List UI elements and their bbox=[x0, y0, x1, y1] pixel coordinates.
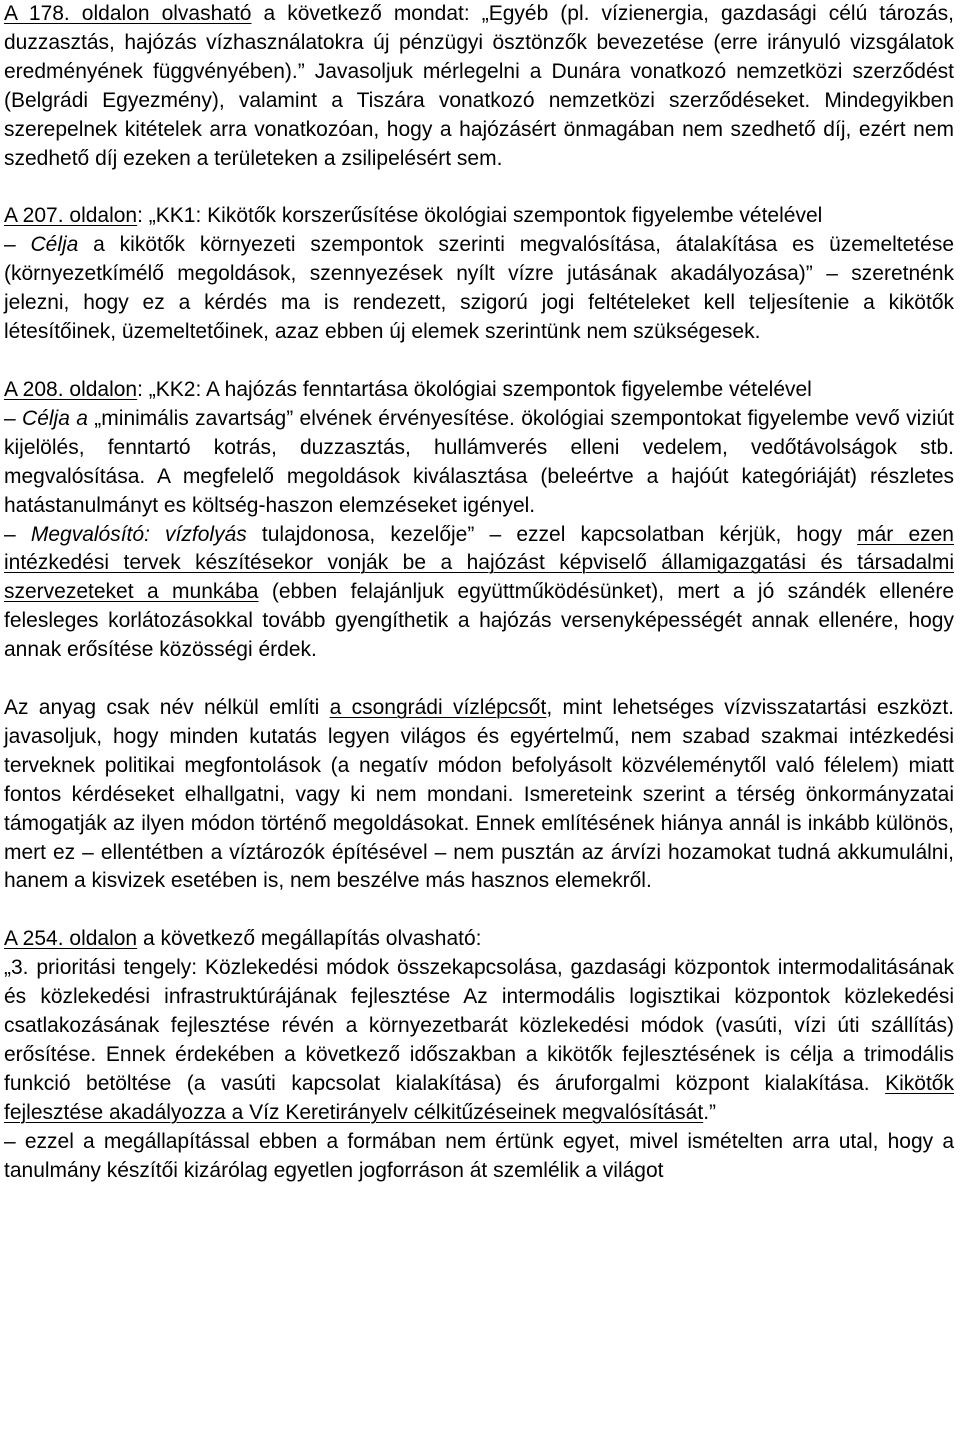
paragraph-text: (ebben felajánljuk együttműködésünket), mert a jó szándék ellenére felesleges korlátozásokkal tovább gyengíthetik a hajózás versenyképességét annak ellenére, hogy annak erősítése közösségi érdek. bbox=[4, 580, 954, 662]
italic-text: Célja bbox=[30, 233, 79, 257]
paragraph-text: tulajdonosa, kezelője” – ezzel kapcsolatban kérjük, hogy bbox=[246, 522, 858, 546]
paragraph-text: a következő mondat: „Egyéb (pl. vízienergia, gazdasági célú tározás, duzzasztás, hajózás vízhasználatokra új pénzügyi ösztönzők bevezetése (erre irányuló vizsgálatok eredményének függvényében).” Javasoljuk mérlegelni a Dunára vonatkozó nemzetközi szerződést (Belgrádi Egyezmény), valamint a Tiszára vonatkozó nemzetközi szerződéseket. Mindegyikben szerepelnek kitételek arra vonatkozóan, hogy a hajózásért önmagában nem szedhető díj, ezért nem szedhető díj ezeken a területeken a zsilipelésért sem. bbox=[4, 2, 954, 170]
paragraph-text: „minimális zavartság” elvének érvényesítése. ökológiai szempontokat figyelembe vevő viziút kijelölés, fenntartó kotrás, duzzasztás, hullámverés elleni vedelem, vedőtávolságok stb. megvalósítása. A megfelelő megoldások kiválasztása (beleértve a hajóút kategóriáját) részletes hatástanulmányt es költség-haszon elemzéseket igényel. bbox=[4, 406, 955, 517]
page-reference-254: A 254. oldalon bbox=[4, 927, 138, 951]
paragraph-page-178 bbox=[4, 0, 954, 173]
underlined-text: a csongrádi vízlépcsőt bbox=[329, 696, 547, 720]
paragraph-text: a következő megállapítás olvasható: bbox=[137, 927, 482, 951]
paragraph-text: – ezzel a megállapítással ebben a formában nem értünk egyet, mivel ismételten arra utal, hogy a tanulmány készítői kizárólag egyetlen jogforráson át szemlélik a világot bbox=[4, 1129, 954, 1182]
quote-heading-kk1: : „KK1: Kikötők korszerűsítése ökológiai szempontok figyelembe vételével bbox=[137, 204, 823, 228]
paragraph-gap bbox=[4, 173, 954, 202]
paragraph-csongrad bbox=[4, 694, 954, 896]
quote-end: .” bbox=[703, 1100, 717, 1124]
paragraph-page-207 bbox=[4, 202, 954, 347]
italic-text: Megvalósító: vízfolyás bbox=[30, 522, 247, 546]
paragraph-page-208 bbox=[4, 376, 954, 665]
paragraph-page-254 bbox=[4, 925, 954, 1185]
paragraph-text: Az anyag csak név nélkül említi bbox=[4, 696, 330, 720]
page-reference-207: A 207. oldalon bbox=[4, 204, 138, 228]
underlined-text: már ezen intézkedési tervek készítésekor vonják be a hajózást képviselő államigazgatási és társadalmi szervezeteket a munkába bbox=[4, 522, 954, 604]
italic-text: Célja a bbox=[22, 406, 88, 430]
page-reference-208: A 208. oldalon bbox=[4, 377, 138, 401]
dash-text: – bbox=[4, 522, 31, 546]
paragraph-text: a kikötők környezeti szempontok szerinti megvalósítása, átalakítása es üzemeltetése (környezetkímélő megoldások, szennyezések nyílt vízre jutásának akadályozása)” – szeretnénk jelezni, hogy ez a kérdés ma is rendezett, szigorú jogi feltételeket kell teljesítenie a kikötők létesítőinek, üzemeltetőinek, azaz ebben új elemek szerintünk nem szükségesek. bbox=[4, 233, 955, 344]
paragraph-gap bbox=[4, 665, 954, 694]
quote-heading-kk2: : „KK2: A hajózás fenntartása ökológiai szempontok figyelembe vételével bbox=[137, 377, 812, 401]
paragraph-gap bbox=[4, 347, 954, 376]
dash-text: – bbox=[4, 406, 23, 430]
underlined-text: Kikötők fejlesztése akadályozza a Víz Keretirányelv célkitűzéseinek megvalósítását bbox=[4, 1071, 954, 1124]
dash-text: – bbox=[4, 233, 31, 257]
page-reference-178: A 178. oldalon olvasható bbox=[4, 2, 252, 25]
paragraph-text: , mint lehetséges vízvisszatartási eszközt. javasoljuk, hogy minden kutatás legyen világos és egyértelmű, nem szabad szakmai intézkedési terveknek politikai megfontolások (a negatív módon befolyásolt közvéleménytől való félelem) miatt fontos kérdéseket elhallgatni, vagy ki nem mondani. Ismereteink szerint a térség önkormányzatai támogatják az ilyen módon történő megoldásokat. Ennek említésének hiánya annál is inkább különös, mert ez – ellentétben a víztározók építésével – nem pusztán az árvízi hozamokat tudná akkumulálni, hanem a kisvizek esetében is, nem beszélve más hasznos elemekről. bbox=[4, 696, 955, 893]
quote-text: „3. prioritási tengely: Közlekedési módok összekapcsolása, gazdasági központok intermodalitásának és közlekedési infrastruktúrájának fejlesztése Az intermodális logisztikai központok közlekedési csatlakozásának fejlesztése révén a környezetbarát közlekedési módok (vasúti, vízi úti szállítás) erősítése. Ennek érdekében a következő időszakban a kikötők fejlesztésének is célja a trimodális funkció betöltése (a vasúti kapcsolat kialakítása) és áruforgalmi központ kialakítása. bbox=[4, 956, 954, 1095]
paragraph-gap bbox=[4, 896, 954, 925]
